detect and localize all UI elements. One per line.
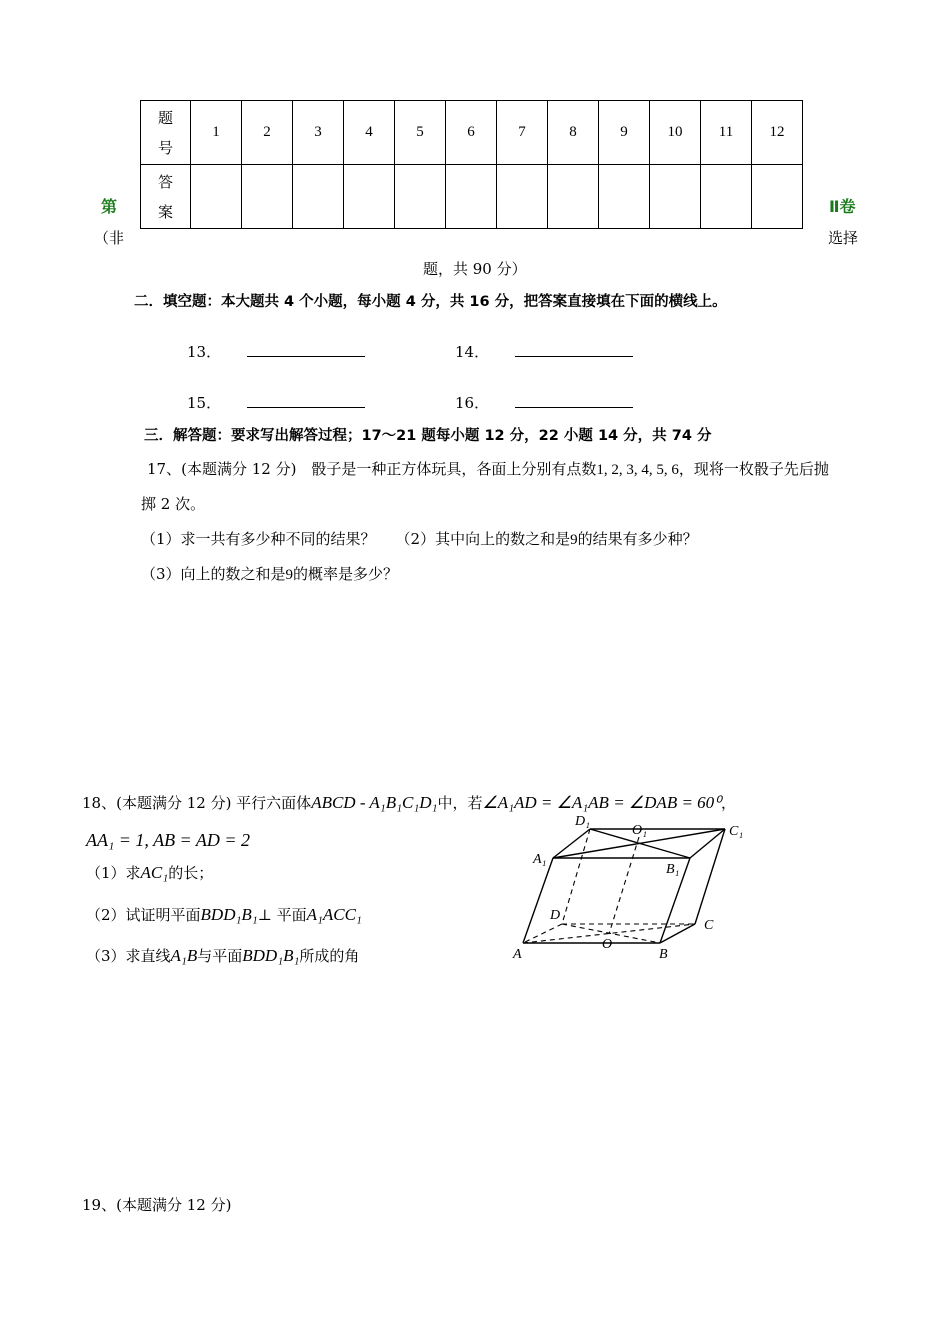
q18-math: A₁ACC₁	[306, 905, 362, 924]
answer-cell	[191, 165, 242, 229]
q17-number: 9	[285, 567, 294, 583]
q17-line1	[147, 458, 829, 479]
edge-DD1-hidden	[562, 829, 590, 924]
label-B: B	[659, 947, 668, 962]
answer-table-number-row	[141, 101, 803, 165]
parallelepiped-figure	[505, 808, 765, 968]
edge-A1D1	[553, 829, 590, 858]
q17-text: 17、(本题满分 12 分) 骰子是一种正方体玩具，各面上分别有点数	[147, 460, 597, 478]
fill-in-item-16	[455, 392, 633, 413]
label-D1: D₁	[575, 814, 590, 829]
table-cell-number: 7	[497, 101, 548, 165]
q18-math: BDD₁B₁	[242, 946, 300, 965]
label-A: A	[513, 947, 522, 962]
table-cell-number: 3	[293, 101, 344, 165]
answer-blank[interactable]	[247, 393, 365, 408]
answer-cell	[293, 165, 344, 229]
fill-in-number: 14．	[455, 343, 490, 361]
label-D: D	[550, 908, 561, 923]
q17-text: ，现将一枚骰子先后抛	[678, 460, 829, 478]
answer-blank[interactable]	[247, 342, 365, 357]
q17-part3-text: （3）向上的数之和是	[141, 565, 286, 583]
q18-text: 中，若	[437, 794, 483, 812]
label-B1: B₁	[666, 862, 680, 877]
fill-in-number: 13．	[187, 343, 222, 361]
table-cell-number: 9	[599, 101, 650, 165]
q18-text: 的长；	[168, 864, 214, 882]
table-cell-number: 12	[752, 101, 803, 165]
table-cell-number: 5	[395, 101, 446, 165]
answer-cell	[599, 165, 650, 229]
edge-AA1	[523, 858, 553, 943]
answer-cell	[497, 165, 548, 229]
label-C: C	[704, 918, 714, 933]
q18-math: ∠A₁AD = ∠A₁AB = ∠DAB = 60⁰	[482, 793, 721, 812]
q17-number: 9	[570, 532, 578, 548]
answer-blank[interactable]	[515, 342, 633, 357]
table-header-answer: 答案	[141, 165, 191, 229]
q18-text: （1）求	[86, 864, 141, 882]
fill-in-item-15	[187, 392, 365, 413]
q17-line2: 掷 2 次。	[141, 495, 206, 513]
q17-part3	[141, 563, 398, 584]
answer-cell	[242, 165, 293, 229]
fill-in-number: 15．	[187, 394, 222, 412]
q17-parts-1-2	[141, 528, 698, 549]
solve-heading: 三．解答题：要求写出解答过程；17～21 题每小题 12 分，22 小题 14 分，共 74 分	[144, 428, 712, 444]
table-header-question-number: 题号	[141, 101, 191, 165]
q17-part2: 的结果有多少种？	[577, 530, 698, 548]
q18-part1	[86, 862, 213, 883]
answer-cell	[650, 165, 701, 229]
fill-in-number: 16．	[455, 394, 490, 412]
answer-table-answer-row	[141, 165, 803, 229]
answer-cell	[701, 165, 752, 229]
q18-text: 18、(本题满分 12 分) 平行六面体	[82, 794, 312, 812]
q19-line1: 19、(本题满分 12 分)	[82, 1196, 232, 1214]
q18-line2: AA₁ = 1, AB = AD = 2	[86, 830, 251, 850]
label-O1: O₁	[632, 823, 647, 838]
q18-math: BDD₁B₁	[200, 905, 258, 924]
section-heading-right: Ⅱ卷	[829, 197, 856, 216]
q17-dice-values: 1, 2, 3, 4, 5, 6	[596, 462, 679, 478]
q18-math: ABCD - A₁B₁C₁D₁	[311, 793, 438, 812]
table-cell-number: 10	[650, 101, 701, 165]
segment-OO1-hidden	[609, 837, 639, 934]
section-heading-right2: 选择	[828, 229, 859, 247]
fill-in-item-14	[455, 341, 633, 362]
q18-text: ⊥ 平面	[257, 906, 307, 924]
q17-part3-text: 的概率是多少？	[293, 565, 399, 583]
table-cell-number: 2	[242, 101, 293, 165]
q18-text: 所成的角	[299, 947, 360, 965]
section-heading-left2: （非	[94, 229, 125, 247]
q18-text: （2）试证明平面	[86, 906, 201, 924]
q18-part3	[86, 945, 359, 966]
edge-CC1	[695, 829, 725, 924]
table-cell-number: 6	[446, 101, 497, 165]
q18-math: A₁B	[170, 946, 198, 965]
table-cell-number: 11	[701, 101, 752, 165]
q18-part2	[86, 904, 362, 925]
q18-text: 与平面	[197, 947, 243, 965]
answer-cell	[344, 165, 395, 229]
fill-in-item-13	[187, 341, 365, 362]
q18-text: ，	[720, 794, 736, 812]
label-A1: A₁	[533, 852, 547, 867]
section-heading-line2: 题，共 90 分）	[423, 260, 527, 278]
answer-cell	[446, 165, 497, 229]
q18-text: （3）求直线	[86, 947, 171, 965]
q17-part1: （1）求一共有多少种不同的结果？	[141, 530, 376, 548]
table-cell-number: 1	[191, 101, 242, 165]
answer-table	[140, 100, 803, 229]
answer-cell	[548, 165, 599, 229]
label-O: O	[602, 937, 613, 952]
q18-math: AC₁	[140, 863, 169, 882]
fill-in-heading: 二．填空题：本大题共 4 个小题，每小题 4 分，共 16 分，把答案直接填在下面的横线上。	[134, 294, 727, 310]
table-cell-number: 4	[344, 101, 395, 165]
label-C1: C₁	[729, 824, 744, 839]
answer-cell	[752, 165, 803, 229]
section-heading-left: 第	[101, 197, 118, 216]
answer-blank[interactable]	[515, 393, 633, 408]
q17-part2: （2）其中向上的数之和是	[395, 530, 571, 548]
table-cell-number: 8	[548, 101, 599, 165]
answer-cell	[395, 165, 446, 229]
